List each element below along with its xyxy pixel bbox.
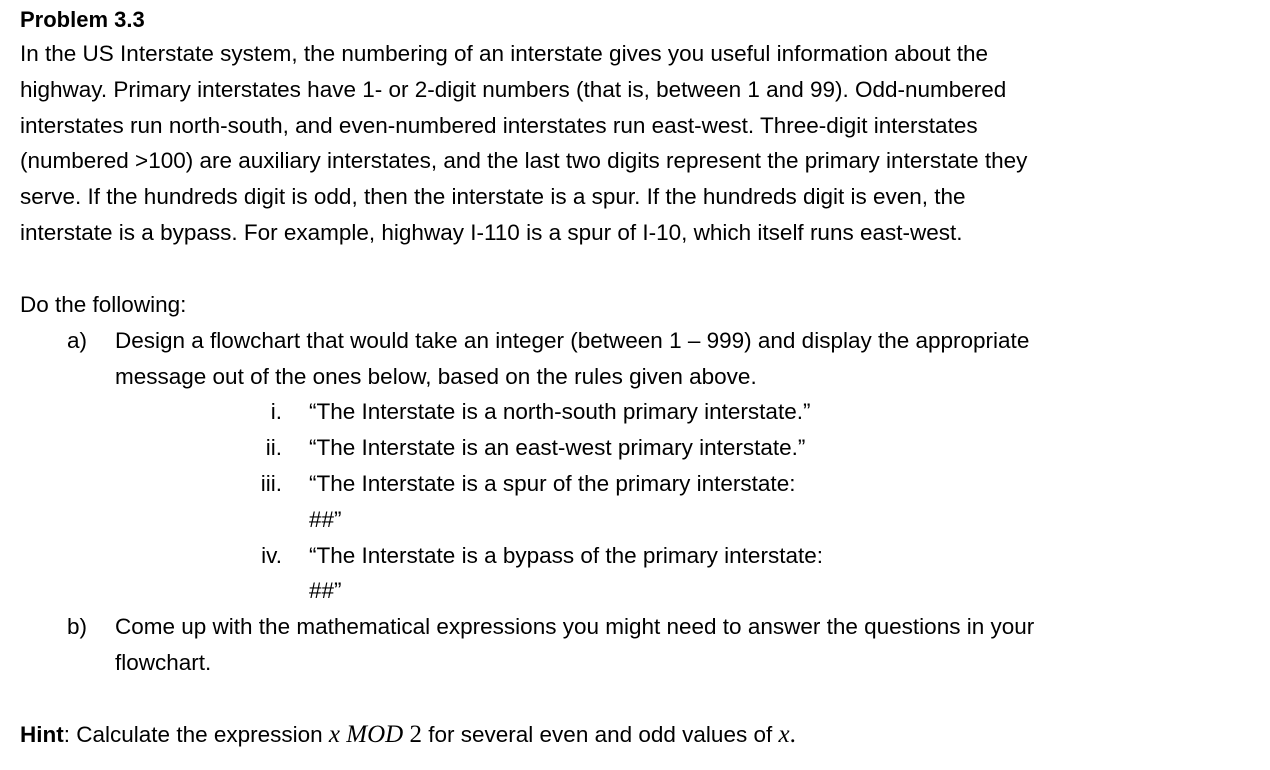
hint-label: Hint: [20, 721, 64, 747]
message-number: i.: [270, 399, 282, 425]
paragraph-spacer: [20, 681, 1260, 717]
part-a: [20, 323, 1260, 395]
message-number: iv.: [261, 542, 282, 568]
message-text-continued: ##”: [309, 506, 342, 532]
hint-text: for several even and odd values of: [422, 721, 779, 747]
part-b-line: Come up with the mathematical expressions you might need to answer the questions in your: [115, 614, 1035, 640]
hint-line: [20, 717, 1260, 753]
message-number: ii.: [265, 435, 282, 461]
message-text: “The Interstate is a bypass of the primary interstate:: [309, 542, 823, 568]
part-b-marker: b): [67, 614, 88, 640]
hint-text: Calculate the expression: [70, 721, 329, 747]
instructions-lead: Do the following:: [20, 291, 187, 317]
part-a-marker: a): [67, 327, 88, 353]
intro-line: highway. Primary interstates have 1- or 2-digit numbers (that is, between 1 and 99). Odd-numbered: [20, 76, 1007, 102]
intro-paragraph: [20, 36, 1260, 251]
intro-line: (numbered >100) are auxiliary interstates, and the last two digits represent the primary interstate they: [20, 148, 1028, 174]
part-b-line: flowchart.: [115, 649, 212, 675]
message-text: “The Interstate is an east-west primary interstate.”: [309, 435, 806, 461]
message-item: [20, 538, 1260, 610]
math-variable: x: [328, 720, 341, 748]
math-number: 2: [409, 720, 422, 748]
intro-line: serve. If the hundreds digit is odd, then the interstate is a spur. If the hundreds digit is even, the: [20, 184, 966, 210]
intro-line: In the US Interstate system, the numbering of an interstate gives you useful information about the: [20, 41, 989, 66]
problem-title: Problem 3.3: [20, 7, 145, 32]
math-variable: x: [778, 720, 790, 748]
hint-period: .: [789, 720, 796, 748]
message-list: [20, 394, 1260, 609]
message-number: iii.: [260, 470, 282, 496]
message-text: “The Interstate is a north-south primary interstate.”: [309, 399, 811, 425]
part-a-line: message out of the ones below, based on the rules given above.: [115, 363, 757, 389]
hint-colon: :: [63, 721, 71, 747]
math-mod-operator: MOD: [346, 720, 404, 748]
message-item: [20, 394, 1260, 430]
problem-document: [20, 4, 1260, 753]
message-text-continued: ##”: [309, 578, 342, 604]
intro-line: interstate is a bypass. For example, highway I-110 is a spur of I-10, which itself runs east-west.: [20, 219, 963, 245]
message-item: [20, 466, 1260, 538]
message-text: “The Interstate is a spur of the primary interstate:: [309, 470, 796, 496]
part-b: [20, 609, 1260, 681]
intro-line: interstates run north-south, and even-numbered interstates run east-west. Three-digit interstates: [20, 112, 978, 138]
paragraph-spacer: [20, 251, 1260, 287]
message-item: [20, 430, 1260, 466]
part-a-line: Design a flowchart that would take an integer (between 1 – 999) and display the appropriate: [115, 327, 1030, 353]
